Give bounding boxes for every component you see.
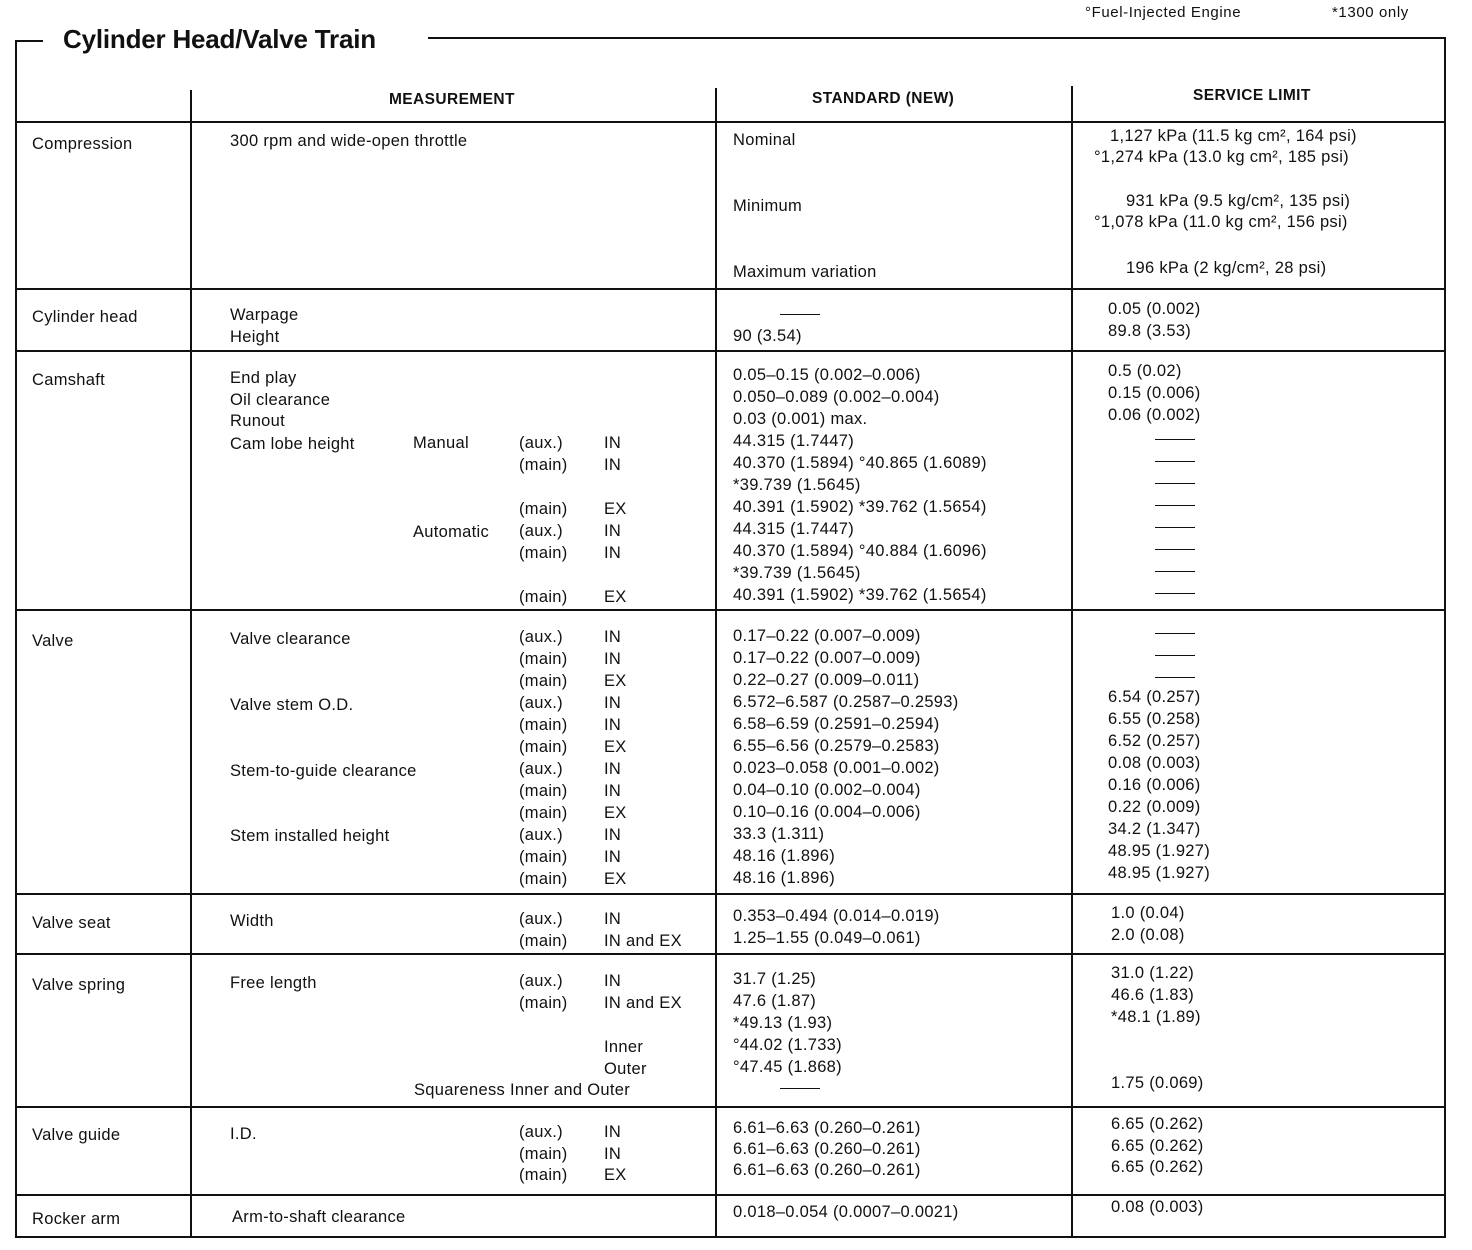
valve-limit-dash [1155,655,1195,656]
camshaft-std-value: 40.370 (1.5894) °40.884 (1.6096) [733,542,987,560]
valve-guide-limit-value: 6.65 (0.262) [1111,1158,1204,1176]
valve-port: EX [604,870,627,888]
row-label-compression: Compression [32,135,133,153]
row-rule-valve-seat [15,953,1446,955]
rocker-arm-std-value: 0.018–0.054 (0.0007–0.0021) [733,1203,959,1221]
compression-nominal-label: Nominal [733,131,796,149]
camshaft-port: IN [604,434,622,452]
row-label-valve-spring: Valve spring [32,976,126,994]
compression-max-variation-label: Maximum variation [733,263,877,281]
camshaft-limit-dash [1155,505,1195,506]
col-divider-1 [190,90,192,1238]
camshaft-std-value: 0.050–0.089 (0.002–0.004) [733,388,940,406]
valve-limit-value: 6.54 (0.257) [1108,688,1201,706]
valve-seat-port: IN [604,910,622,928]
valve-spring-port: IN and EX [604,994,682,1012]
valve-spring-squareness-std-dash [780,1088,820,1089]
valve-std-value: 0.023–0.058 (0.001–0.002) [733,759,940,777]
valve-seat-std-value: 1.25–1.55 (0.049–0.061) [733,929,921,947]
camshaft-limit-dash [1155,461,1195,462]
camshaft-std-value: 0.05–0.15 (0.002–0.006) [733,366,921,384]
row-label-cylinder-head: Cylinder head [32,308,138,326]
valve-limit-value: 34.2 (1.347) [1108,820,1201,838]
valve-std-value: 0.22–0.27 (0.009–0.011) [733,671,920,689]
camshaft-std-value: 40.391 (1.5902) *39.762 (1.5654) [733,498,987,516]
camshaft-limit-value: 0.06 (0.002) [1108,406,1201,424]
valve-type: (main) [519,870,568,888]
row-rule-valve [15,893,1446,895]
valve-type: (main) [519,782,568,800]
row-label-valve: Valve [32,632,74,650]
camshaft-std-value: 0.03 (0.001) max. [733,410,868,428]
camshaft-std-value: 40.391 (1.5902) *39.762 (1.5654) [733,586,987,604]
camshaft-port: EX [604,500,627,518]
camshaft-limit-dash [1155,571,1195,572]
row-rule-compression [15,288,1446,290]
valve-stem-od: Valve stem O.D. [230,696,354,714]
compression-nominal-value: 1,127 kPa (11.5 kg cm², 164 psi) [1110,127,1357,145]
valve-spring-inner: Inner [604,1038,644,1056]
camshaft-type: (main) [519,544,568,562]
camshaft-port: EX [604,588,627,606]
valve-clearance: Valve clearance [230,630,351,648]
valve-spring-std-value: 31.7 (1.25) [733,970,817,988]
row-rule-valve-guide [15,1194,1446,1196]
cylinder-head-height-std: 90 (3.54) [733,327,802,345]
valve-limit-value: 48.95 (1.927) [1108,842,1211,860]
valve-spring-std-value: *49.13 (1.93) [733,1014,833,1032]
valve-seat-limit-value: 1.0 (0.04) [1111,904,1185,922]
valve-spring-port: IN [604,972,622,990]
cylinder-head-warpage-limit: 0.05 (0.002) [1108,300,1201,318]
valve-seat-port: IN and EX [604,932,682,950]
col-divider-2 [715,88,717,1238]
valve-guide-limit-value: 6.65 (0.262) [1111,1137,1204,1155]
valve-guide-id: I.D. [230,1125,257,1143]
valve-spring-outer: Outer [604,1060,647,1078]
camshaft-port: IN [604,522,622,540]
valve-spring-limit-value: *48.1 (1.89) [1111,1008,1201,1026]
rocker-arm-measurement: Arm-to-shaft clearance [232,1208,406,1226]
compression-minimum-value-fi: °1,078 kPa (11.0 kg cm², 156 psi) [1094,213,1348,231]
valve-port: IN [604,650,622,668]
valve-guide-std-value: 6.61–6.63 (0.260–0.261) [733,1119,921,1137]
camshaft-limit-value: 0.5 (0.02) [1108,362,1182,380]
camshaft-manual: Manual [413,434,469,452]
camshaft-port: IN [604,456,622,474]
valve-spring-std-value: °44.02 (1.733) [733,1036,842,1054]
valve-guide-port: EX [604,1166,627,1184]
valve-guide-port: IN [604,1145,622,1163]
row-rule-camshaft [15,609,1446,611]
valve-std-value: 0.10–0.16 (0.004–0.006) [733,803,921,821]
camshaft-limit-value: 0.15 (0.006) [1108,384,1201,402]
rocker-arm-limit-value: 0.08 (0.003) [1111,1198,1204,1216]
valve-std-value: 0.17–0.22 (0.007–0.009) [733,627,921,645]
valve-port: EX [604,672,627,690]
valve-type: (aux.) [519,694,563,712]
header-measurement: MEASUREMENT [389,91,515,108]
valve-std-value: 6.55–6.56 (0.2579–0.2583) [733,737,940,755]
valve-type: (main) [519,738,568,756]
valve-port: IN [604,628,622,646]
valve-type: (main) [519,848,568,866]
valve-std-value: 0.04–0.10 (0.002–0.004) [733,781,921,799]
valve-guide-std-value: 6.61–6.63 (0.260–0.261) [733,1140,921,1158]
valve-port: IN [604,826,622,844]
valve-guide-type: (aux.) [519,1123,563,1141]
valve-port: EX [604,738,627,756]
valve-seat-width: Width [230,912,274,930]
camshaft-cam-lobe-height: Cam lobe height [230,435,355,453]
valve-spring-limit-value: 1.75 (0.069) [1111,1074,1204,1092]
camshaft-end-play: End play [230,369,297,387]
valve-seat-type: (main) [519,932,568,950]
valve-limit-dash [1155,633,1195,634]
compression-nominal-value-fi: °1,274 kPa (13.0 kg cm², 185 psi) [1094,148,1349,166]
valve-limit-value: 0.08 (0.003) [1108,754,1201,772]
cylinder-head-warpage: Warpage [230,306,299,324]
valve-guide-std-value: 6.61–6.63 (0.260–0.261) [733,1161,921,1179]
valve-seat-type: (aux.) [519,910,563,928]
valve-limit-dash [1155,677,1195,678]
camshaft-std-value: 40.370 (1.5894) °40.865 (1.6089) [733,454,987,472]
page-title: Cylinder Head/Valve Train [63,24,376,54]
valve-type: (main) [519,650,568,668]
valve-limit-value: 0.22 (0.009) [1108,798,1201,816]
valve-port: IN [604,848,622,866]
camshaft-type: (aux.) [519,522,563,540]
valve-port: IN [604,760,622,778]
valve-port: IN [604,782,622,800]
valve-type: (main) [519,804,568,822]
header-standard: STANDARD (NEW) [812,90,955,107]
header-service-limit: SERVICE LIMIT [1193,87,1311,104]
frame-left [15,40,17,1238]
frame-right [1444,37,1446,1238]
valve-std-value: 48.16 (1.896) [733,847,836,865]
compression-max-variation-value: 196 kPa (2 kg/cm², 28 psi) [1126,259,1327,277]
valve-guide-port: IN [604,1123,622,1141]
camshaft-type: (main) [519,456,568,474]
valve-limit-value: 6.52 (0.257) [1108,732,1201,750]
valve-spring-std-value: 47.6 (1.87) [733,992,817,1010]
compression-minimum-label: Minimum [733,197,803,215]
valve-stem-to-guide: Stem-to-guide clearance [230,762,417,780]
valve-spring-std-value: °47.45 (1.868) [733,1058,842,1076]
row-rule-valve-spring [15,1106,1446,1108]
camshaft-port: IN [604,544,622,562]
valve-spring-type: (aux.) [519,972,563,990]
valve-guide-type: (main) [519,1166,568,1184]
valve-spring-limit-value: 31.0 (1.22) [1111,964,1195,982]
camshaft-std-value: *39.739 (1.5645) [733,564,861,582]
valve-port: IN [604,694,622,712]
valve-seat-std-value: 0.353–0.494 (0.014–0.019) [733,907,940,925]
cylinder-head-warpage-std-dash [780,314,820,315]
camshaft-type: (main) [519,588,568,606]
camshaft-oil-clearance: Oil clearance [230,391,331,409]
valve-std-value: 6.572–6.587 (0.2587–0.2593) [733,693,959,711]
compression-measurement: 300 rpm and wide-open throttle [230,132,468,150]
fuel-injected-note: °Fuel-Injected Engine [1085,4,1242,21]
valve-std-value: 33.3 (1.311) [733,825,825,843]
camshaft-automatic: Automatic [413,523,490,541]
col-divider-3 [1071,86,1073,1238]
valve-std-value: 48.16 (1.896) [733,869,836,887]
valve-spring-free-length: Free length [230,974,317,992]
row-label-valve-guide: Valve guide [32,1126,121,1144]
only-1300-note: *1300 only [1332,4,1409,21]
valve-limit-value: 48.95 (1.927) [1108,864,1211,882]
camshaft-type: (main) [519,500,568,518]
valve-type: (aux.) [519,826,563,844]
camshaft-limit-dash [1155,593,1195,594]
row-label-camshaft: Camshaft [32,371,106,389]
valve-type: (main) [519,716,568,734]
camshaft-limit-dash [1155,439,1195,440]
valve-type: (aux.) [519,760,563,778]
row-label-valve-seat: Valve seat [32,914,111,932]
camshaft-limit-dash [1155,483,1195,484]
row-label-rocker-arm: Rocker arm [32,1210,121,1228]
valve-port: IN [604,716,622,734]
valve-type: (main) [519,672,568,690]
compression-minimum-value: 931 kPa (9.5 kg/cm², 135 psi) [1126,192,1351,210]
valve-seat-limit-value: 2.0 (0.08) [1111,926,1185,944]
valve-type: (aux.) [519,628,563,646]
header-rule [15,121,1446,123]
valve-std-value: 6.58–6.59 (0.2591–0.2594) [733,715,940,733]
frame-bottom [15,1236,1446,1238]
camshaft-type: (aux.) [519,434,563,452]
valve-stem-installed-height: Stem installed height [230,827,390,845]
valve-guide-type: (main) [519,1145,568,1163]
camshaft-std-value: 44.315 (1.7447) [733,432,855,450]
valve-guide-limit-value: 6.65 (0.262) [1111,1115,1204,1133]
valve-std-value: 0.17–0.22 (0.007–0.009) [733,649,921,667]
camshaft-limit-dash [1155,549,1195,550]
camshaft-runout: Runout [230,412,286,430]
valve-limit-value: 6.55 (0.258) [1108,710,1201,728]
cylinder-head-height-limit: 89.8 (3.53) [1108,322,1192,340]
camshaft-std-value: *39.739 (1.5645) [733,476,861,494]
title-rule-right [428,37,1446,39]
cylinder-head-height: Height [230,328,280,346]
valve-limit-value: 0.16 (0.006) [1108,776,1201,794]
valve-spring-type: (main) [519,994,568,1012]
valve-spring-limit-value: 46.6 (1.83) [1111,986,1195,1004]
valve-spring-squareness: Squareness Inner and Outer [414,1081,631,1099]
camshaft-std-value: 44.315 (1.7447) [733,520,855,538]
title-rule-left [15,40,43,42]
row-rule-cylinder-head [15,350,1446,352]
camshaft-limit-dash [1155,527,1195,528]
valve-port: EX [604,804,627,822]
